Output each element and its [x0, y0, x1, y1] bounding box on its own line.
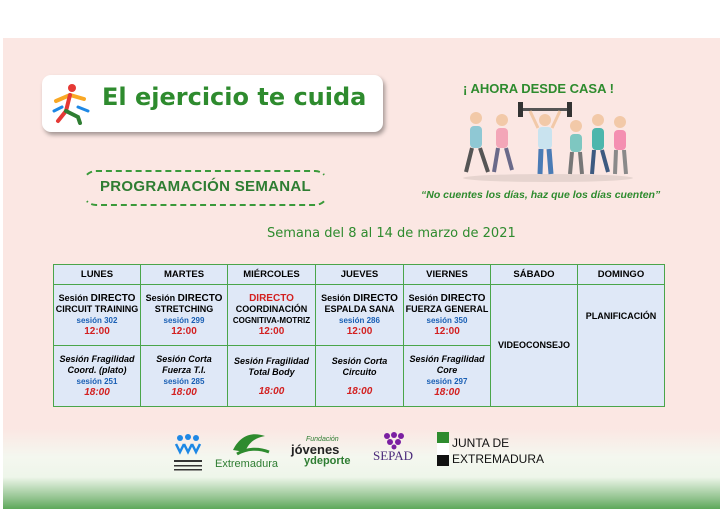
cell-line2: Core: [436, 365, 458, 375]
cell-line1: Sesión Corta: [331, 355, 388, 366]
cell-line1: Sesión Fragilidad: [59, 354, 135, 364]
cell-session: sesión 350: [426, 316, 468, 325]
cell-time: 12:00: [171, 326, 197, 337]
cell-line2: Fuerza T.I.: [162, 365, 206, 375]
page-title: El ejercicio te cuida: [102, 83, 367, 111]
deporte-logo-text: ydeporte: [304, 455, 351, 467]
poster: [3, 38, 720, 509]
cell-time: 18:00: [84, 387, 110, 398]
table-row: [54, 285, 665, 346]
day-header-viernes: VIERNES: [404, 265, 491, 285]
seniors-exercising-illustration: [458, 100, 638, 182]
cell-activity: FUERZA GENERAL: [405, 304, 489, 314]
slogan: “No cuentes los días, haz que los días cuenten”: [421, 189, 661, 201]
weekly-schedule-table: [53, 264, 665, 407]
weekly-program-label: PROGRAMACIÓN SEMANAL: [100, 178, 311, 195]
cell-time: 18:00: [434, 387, 460, 398]
cell-kind: DIRECTO: [177, 293, 223, 304]
cell-line2: Circuito: [342, 366, 377, 377]
sepad-logo-icon: [379, 430, 409, 450]
cell-time: 12:00: [258, 326, 285, 337]
cell-time: 18:00: [346, 385, 373, 397]
junta-flag-icon: [437, 432, 449, 466]
schedule-cell-viernes-12: [404, 285, 491, 346]
jovenes-logo-text: jóvenes: [291, 442, 340, 457]
cell-prefix: Sesión: [58, 293, 89, 303]
cell-line1: Sesión Corta: [156, 354, 212, 364]
cell-kind: DIRECTO: [249, 293, 294, 304]
schedule-cell-miercoles-12: [228, 285, 316, 346]
sports-department-logo-icon: [171, 432, 205, 476]
cell-kind: DIRECTO: [353, 293, 398, 304]
day-header-jueves: JUEVES: [316, 265, 404, 285]
cell-session: sesión 286: [339, 316, 380, 325]
cell-line2: Coord. (plato): [67, 365, 127, 375]
cell-kind: DIRECTO: [440, 293, 486, 304]
saturday-activity: VIDEOCONSEJO: [497, 340, 571, 350]
cell-kind: DIRECTO: [90, 293, 136, 304]
cell-session: sesión 302: [76, 316, 118, 325]
sunday-activity: PLANIFICACIÓN: [585, 311, 657, 321]
schedule-cell-domingo: [578, 285, 665, 407]
schedule-cell-lunes-12: [54, 285, 141, 346]
cell-activity: STRETCHING: [154, 304, 214, 314]
schedule-cell-miercoles-18: [228, 346, 316, 407]
schedule-cell-martes-18: [141, 346, 228, 407]
cell-session: sesión 299: [163, 316, 205, 325]
fundacion-text: Fundación: [306, 436, 339, 443]
extremadura-logo-icon: [227, 430, 273, 458]
cell-activity: ESPALDA SANA: [324, 304, 395, 314]
cell-line1: Sesión Fragilidad: [409, 354, 485, 364]
cell-time: 18:00: [258, 385, 285, 397]
sepad-logo-text: SEPAD: [373, 448, 413, 463]
day-header-martes: MARTES: [141, 265, 228, 285]
cell-activity-2: COGNITIVA-MOTRIZ: [232, 316, 311, 325]
cell-prefix: Sesión: [321, 293, 351, 303]
ahora-heading: ¡ AHORA DESDE CASA !: [463, 81, 614, 96]
day-header-miercoles: MIÉRCOLES: [228, 265, 316, 285]
junta-logo-line1: JUNTA DE: [452, 436, 510, 450]
cell-session: sesión 297: [426, 377, 468, 386]
title-box: [42, 75, 383, 132]
cell-session: sesión 251: [76, 377, 118, 386]
cell-prefix: Sesión: [408, 293, 439, 303]
schedule-cell-jueves-18: [316, 346, 404, 407]
schedule-cell-martes-12: [141, 285, 228, 346]
table-header-row: [54, 265, 665, 285]
cell-time: 12:00: [346, 326, 373, 337]
cell-time: 12:00: [84, 326, 110, 337]
sponsor-logos: [171, 430, 545, 480]
schedule-cell-lunes-18: [54, 346, 141, 407]
cell-prefix: Sesión: [145, 293, 176, 303]
cell-session: sesión 285: [163, 377, 205, 386]
cell-time: 12:00: [434, 326, 460, 337]
extremadura-logo-text: Extremadura: [215, 458, 278, 470]
junta-logo-line2: EXTREMADURA: [452, 452, 545, 466]
day-header-lunes: LUNES: [54, 265, 141, 285]
cell-line1: Sesión Fragilidad: [233, 355, 309, 366]
cell-line2: Total Body: [248, 366, 295, 377]
weekly-program-label-box: [82, 170, 329, 206]
schedule-cell-viernes-18: [404, 346, 491, 407]
exercise-logo-icon: [50, 81, 90, 125]
schedule-cell-sabado: [491, 285, 578, 407]
cell-activity: CIRCUIT TRAINING: [55, 304, 139, 314]
cell-time: 18:00: [171, 387, 197, 398]
cell-activity: COORDINACIÓN: [235, 304, 308, 314]
day-header-domingo: DOMINGO: [578, 265, 665, 285]
schedule-cell-jueves-12: [316, 285, 404, 346]
week-range: Semana del 8 al 14 de marzo de 2021: [267, 226, 516, 241]
day-header-sabado: SÁBADO: [491, 265, 578, 285]
